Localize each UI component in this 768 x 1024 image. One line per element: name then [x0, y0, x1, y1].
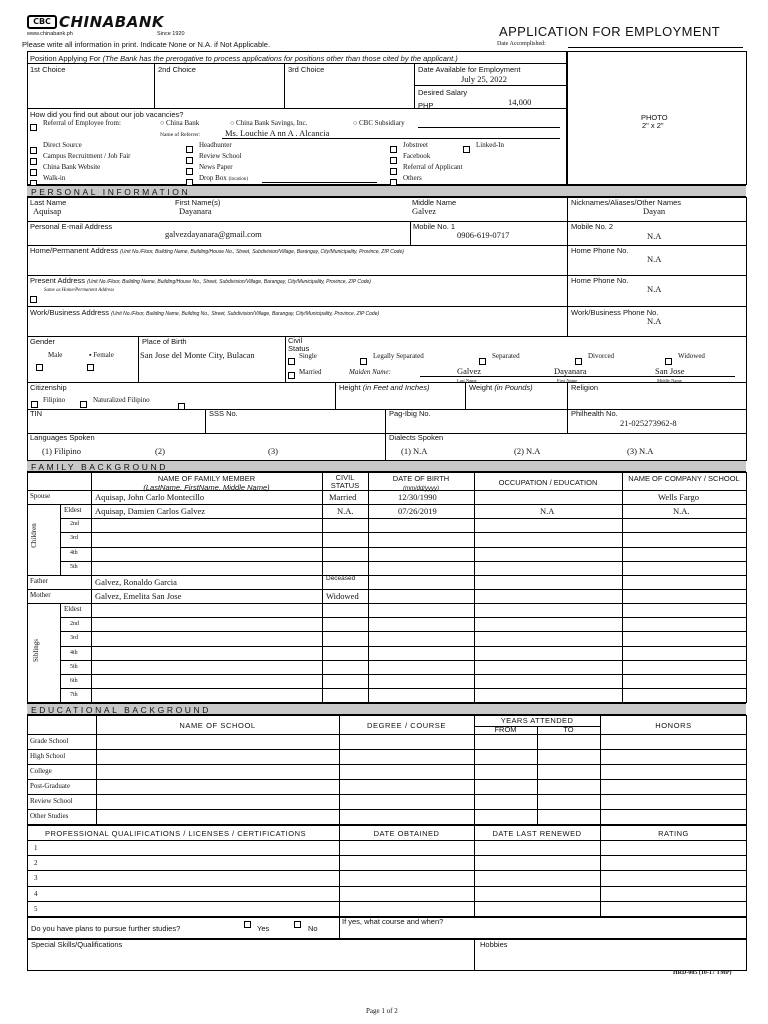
married-checkbox[interactable]	[288, 372, 295, 379]
female-checkbox[interactable]	[87, 364, 94, 371]
prof-row-2: 3	[34, 874, 38, 882]
separated-checkbox[interactable]	[479, 358, 486, 365]
home-phone-label: Home Phone No.	[571, 246, 629, 255]
nickname-label: Nicknames/Aliases/Other Names	[571, 198, 682, 207]
direct-source-checkbox[interactable]	[30, 147, 37, 154]
sibling-ordinal-0: Eldest	[64, 605, 82, 613]
same-as-home-checkbox[interactable]	[30, 296, 37, 303]
col1-option-1: Campus Recruitment / Job Fair	[43, 152, 131, 160]
desired-salary-value[interactable]: 14,000	[508, 97, 532, 107]
edu-col-from: FROM	[494, 725, 517, 734]
opt-china-bank[interactable]: ○ China Bank	[160, 119, 200, 127]
website-checkbox[interactable]	[30, 169, 37, 176]
father-name[interactable]: Galvez, Ronaldo Garcia	[95, 577, 177, 587]
same-as-home-label: Same as Home/Permanent Address	[44, 288, 115, 293]
prof-row-3: 4	[34, 890, 38, 898]
child-ordinal-2: 3rd	[70, 535, 78, 541]
opt-cbs[interactable]: ○ China Bank Savings, Inc.	[230, 119, 308, 127]
birthplace-value[interactable]: San Jose del Monte City, Bulacan	[140, 350, 255, 360]
edu-level-3: Post-Graduate	[30, 782, 71, 790]
prof-row-1: 2	[34, 859, 38, 867]
family-band	[27, 460, 746, 472]
col1-option-3: Walk-in	[43, 174, 66, 182]
photo-label: PHOTO	[641, 113, 668, 122]
spouse-dob[interactable]: 12/30/1990	[398, 492, 437, 502]
philhealth-label: Philhealth No.	[571, 409, 618, 418]
skills-label[interactable]: Special Skills/Qualifications	[31, 940, 123, 949]
languages-label: Languages Spoken	[30, 433, 95, 442]
email-label: Personal E-mail Address	[30, 222, 113, 231]
facebook-checkbox[interactable]	[390, 157, 397, 164]
sibling-ordinal-4: 5th	[70, 664, 78, 670]
separated-label: Separated	[492, 352, 520, 360]
edu-col-years: YEARS ATTENDED	[500, 716, 574, 725]
children-label: Children	[29, 523, 38, 548]
prof-row-4: 5	[34, 905, 38, 913]
maiden-first-value[interactable]: Dayanara	[554, 366, 587, 376]
referral-label: Referral of Employee from:	[43, 119, 121, 127]
position-note: (The Bank has the prerogative to process applications for positions other than those cited by the applicant.)	[102, 54, 458, 63]
home-address-label: Home/Permanent Address (Unit No./Floor, Building Name, Building/House No., Street, Subdivision/Village, Barangay, City/Municipality, Province, ZIP Code)	[30, 246, 404, 255]
education-title: EDUCATIONAL BACKGROUND	[31, 705, 211, 715]
spouse-label: Spouse	[30, 492, 51, 500]
mobile2-value[interactable]: N.A	[647, 231, 662, 241]
campus-checkbox[interactable]	[30, 158, 37, 165]
referral-applicant-checkbox[interactable]	[390, 168, 397, 175]
pagibig-label: Pag-Ibig No.	[389, 409, 431, 418]
filipino-checkbox[interactable]	[31, 401, 38, 408]
work-phone-label: Work/Business Phone No.	[571, 308, 659, 317]
newspaper-checkbox[interactable]	[186, 168, 193, 175]
review-school-checkbox[interactable]	[186, 157, 193, 164]
home-phone-value[interactable]: N.A	[647, 254, 662, 264]
child1-occ[interactable]: N.A	[540, 506, 555, 516]
col2-option-0: Headhunter	[199, 141, 232, 149]
work-address-label: Work/Business Address (Unit No./Floor, Building Name, Building No., Street, Subdivision/Village, Barangay, City/Municipality, Province, ZIP Code)	[30, 308, 380, 317]
family-col-civil: CIVIL STATUS	[330, 473, 360, 490]
photo-size-label: 2" x 2"	[642, 121, 664, 130]
dialect-3[interactable]: (3) N.A	[627, 446, 654, 456]
language-1[interactable]: (1) Filipino	[42, 446, 81, 456]
col2-option-3: Drop Box (location)	[199, 174, 248, 182]
legally-separated-checkbox[interactable]	[360, 358, 367, 365]
sibling-ordinal-1: 2nd	[70, 621, 79, 627]
date-available-value[interactable]: July 25, 2022	[461, 74, 508, 84]
opt-cbc-subsidiary[interactable]: ○ CBC Subsidiary	[353, 119, 405, 127]
form-code: HRD-005 (10-17 TMP)	[673, 970, 732, 976]
col3-option-0: Jobstreet	[403, 141, 428, 149]
personal-info-title: PERSONAL INFORMATION	[31, 187, 191, 197]
family-col-name: NAME OF FAMILY MEMBER (LastName, FirstName, Middle Name)	[143, 474, 270, 492]
position-label-text: Position Applying For	[30, 54, 101, 63]
child-ordinal-0: Eldest	[64, 506, 82, 514]
linkedin-checkbox[interactable]	[463, 146, 470, 153]
family-col-occ: OCCUPATION / EDUCATION	[498, 478, 598, 487]
edu-col-school: NAME OF SCHOOL	[179, 721, 256, 730]
widowed-label: Widowed	[678, 352, 705, 360]
edu-col-degree: DEGREE / COURSE	[366, 721, 446, 730]
prof-grid	[27, 825, 747, 917]
hobbies-label[interactable]: Hobbies	[480, 940, 508, 949]
page-number: Page 1 of 2	[366, 1007, 398, 1015]
edu-level-0: Grade School	[30, 737, 69, 745]
middle-name-label: Middle Name	[412, 198, 457, 207]
second-choice-label[interactable]: 2nd Choice	[158, 65, 196, 74]
last-name-label: Last Name	[30, 198, 67, 207]
col3-option-2: Referral of Applicant	[403, 163, 463, 171]
referral-checkbox[interactable]	[30, 124, 37, 131]
single-label: Single	[299, 352, 317, 360]
spouse-civil[interactable]: Married	[329, 492, 357, 502]
col2-option-2: News Paper	[199, 163, 233, 171]
prof-col-title: PROFESSIONAL QUALIFICATIONS / LICENSES / CERTIFICATIONS	[45, 829, 307, 838]
third-choice-label[interactable]: 3rd Choice	[288, 65, 325, 74]
further-yes-label: Yes	[257, 924, 270, 933]
first-name-value[interactable]: Dayanara	[179, 206, 212, 216]
civil-status-label: Civil Status	[288, 336, 310, 353]
married-label: Married	[299, 368, 322, 376]
child1-civil[interactable]: N.A.	[337, 506, 354, 516]
edu-level-5: Other Studies	[30, 812, 69, 820]
email-value[interactable]: galvezdayanara@gmail.com	[165, 229, 262, 239]
child1-name[interactable]: Aquisap, Damien Carlos Galvez	[95, 506, 205, 516]
present-address-hint: (Unit No./Floor, Building Name, Building/House No., Street, Subdivision/Village, Barangay, City/Municipality, Province, ZIP Code)	[87, 279, 371, 285]
mobile1-value[interactable]: 0906-619-0717	[457, 230, 510, 240]
prof-col-renewed: DATE LAST RENEWED	[492, 829, 582, 838]
family-title: FAMILY BACKGROUND	[31, 462, 168, 472]
male-label: Male	[48, 351, 63, 359]
work-phone-value[interactable]: N.A	[647, 316, 662, 326]
edu-level-1: High School	[30, 752, 66, 760]
edu-level-4: Review School	[30, 797, 73, 805]
siblings-label: Siblings	[31, 639, 40, 662]
position-label	[30, 54, 458, 63]
language-3[interactable]: (3)	[268, 446, 278, 456]
date-accomplished-label: Date Accomplished:	[497, 41, 546, 47]
father-status[interactable]: Deceased	[326, 575, 356, 582]
maiden-first-label: First Name	[557, 378, 578, 383]
edu-level-2: College	[30, 767, 52, 775]
prof-row-0: 1	[34, 844, 38, 852]
child1-dob[interactable]: 07/26/2019	[398, 506, 437, 516]
birthplace-label: Place of Birth	[142, 337, 187, 346]
gender-label: Gender	[30, 337, 56, 346]
vacancy-question: How did you find out about our job vacancies?	[30, 110, 184, 119]
course-question: If yes, what course and when?	[342, 917, 444, 926]
dialects-label: Dialects Spoken	[389, 433, 444, 442]
language-2[interactable]: (2)	[155, 446, 165, 456]
home-phone2-label: Home Phone No.	[571, 276, 629, 285]
since-text: Since 1920	[157, 31, 185, 37]
height-label: Height (in Feet and Inches)	[339, 383, 430, 392]
naturalized-checkbox-1[interactable]	[80, 401, 87, 408]
nickname-value[interactable]: Dayan	[643, 206, 666, 216]
logo-text: CHINABANK	[59, 13, 165, 31]
female-label: ▪ Female	[89, 351, 114, 359]
col3-option-3: Others	[403, 174, 422, 182]
mother-status[interactable]: Widowed	[326, 591, 359, 601]
prof-col-rating: RATING	[658, 829, 689, 838]
child1-company[interactable]: N.A.	[673, 506, 690, 516]
tin-label: TIN	[30, 409, 43, 418]
education-band	[27, 703, 746, 715]
sibling-ordinal-5: 6th	[70, 678, 78, 684]
desired-salary-label: Desired Salary	[418, 88, 468, 97]
weight-label: Weight (in Pounds)	[469, 383, 533, 392]
headhunter-checkbox[interactable]	[186, 146, 193, 153]
first-name-label: First Name(s)	[175, 198, 221, 207]
referrer-value[interactable]: Ms. Louchie A nn A . Alcancia	[225, 128, 330, 138]
family-col-company: NAME OF COMPANY / SCHOOL	[628, 474, 740, 483]
maiden-middle-value[interactable]: San Jose	[655, 366, 685, 376]
citizenship-label: Citizenship	[30, 383, 67, 392]
mother-name[interactable]: Galvez, Emelita San Jose	[95, 591, 182, 601]
further-no-label: No	[308, 924, 318, 933]
further-question: Do you have plans to pursue further studies?	[31, 924, 181, 933]
child-ordinal-1: 2nd	[70, 521, 79, 527]
home-address-hint: (Unit No./Floor, Building Name, Building/House No., Street, Subdivision/Village, Barangay, City/Municipality, Province, ZIP Code)	[120, 249, 404, 255]
sss-label: SSS No.	[209, 409, 238, 418]
edu-col-to: TO	[563, 725, 574, 734]
maiden-middle-label: Middle Name	[657, 378, 682, 383]
edu-col-honors: HONORS	[655, 721, 692, 730]
philhealth-value[interactable]: 21-025273962-8	[620, 418, 677, 428]
family-col-dob: DATE OF BIRTH (mm/dd/yyyy)	[392, 474, 450, 492]
widowed-checkbox[interactable]	[665, 358, 672, 365]
divorced-checkbox[interactable]	[575, 358, 582, 365]
col2-option-1: Review School	[199, 152, 242, 160]
mobile2-label: Mobile No. 2	[571, 222, 614, 231]
child-ordinal-3: 4th	[70, 550, 78, 556]
home-phone2-value[interactable]: N.A	[647, 284, 662, 294]
middle-name-value[interactable]: Galvez	[412, 206, 437, 216]
religion-label: Religion	[571, 383, 599, 392]
maiden-last-label: Last Name	[457, 378, 477, 383]
first-choice-label[interactable]: 1st Choice	[30, 65, 66, 74]
spouse-company[interactable]: Wells Fargo	[658, 492, 699, 502]
jobstreet-checkbox[interactable]	[390, 146, 397, 153]
further-no-checkbox[interactable]	[294, 921, 301, 928]
maiden-name-label: Maiden Name:	[349, 368, 391, 376]
father-label: Father	[30, 577, 48, 585]
prof-col-date: DATE OBTAINED	[373, 829, 440, 838]
sibling-ordinal-2: 3rd	[70, 635, 78, 641]
naturalized-label: Naturalized Filipino	[93, 396, 150, 404]
cbc-logo-mark: CBC	[27, 15, 57, 29]
child-ordinal-4: 5th	[70, 564, 78, 570]
col1-option-2: China Bank Website	[43, 163, 101, 171]
further-yes-checkbox[interactable]	[244, 921, 251, 928]
salary-currency: PHP	[418, 101, 434, 110]
date-available-label: Date Available for Employment	[418, 65, 521, 74]
last-name-value[interactable]: Aquisap	[33, 206, 62, 216]
skills-row	[27, 939, 747, 971]
col3-option-1: Facebook	[403, 152, 431, 160]
linkedin-label: Linked-In	[476, 141, 504, 149]
male-checkbox[interactable]	[36, 364, 43, 371]
personal-info-band	[27, 185, 746, 197]
instructions-text: Please write all information in print. Indicate None or N.A. if Not Applicable.	[22, 40, 271, 49]
divorced-label: Divorced	[588, 352, 615, 360]
maiden-last-value[interactable]: Galvez	[457, 366, 482, 376]
dialect-1[interactable]: (1) N.A	[401, 446, 428, 456]
spouse-name[interactable]: Aquisap, John Carlo Montecillo	[95, 492, 205, 502]
mobile1-label: Mobile No. 1	[413, 222, 456, 231]
mother-label: Mother	[30, 591, 51, 599]
form-title: APPLICATION FOR EMPLOYMENT	[499, 24, 721, 39]
referrer-label: Name of Referrer:	[160, 132, 201, 138]
filipino-label: Filipino	[43, 396, 66, 404]
date-accomplished-line[interactable]	[568, 47, 743, 48]
dialect-2[interactable]: (2) N.A	[514, 446, 541, 456]
present-address-label: Present Address (Unit No./Floor, Building Name, Building/House No., Street, Subdivision/Village, Barangay, City/Municipality, Province, ZIP Code)	[30, 276, 371, 285]
single-checkbox[interactable]	[288, 358, 295, 365]
legally-separated-label: Legally Separated	[373, 352, 424, 360]
col1-option-0: Direct Source	[43, 141, 82, 149]
work-address-hint: (Unit No./Floor, Building Name, Building No., Street, Subdivision/Village, Barangay, City/Municipality, Province, ZIP Code)	[111, 311, 380, 317]
sibling-ordinal-3: 4th	[70, 650, 78, 656]
website-text: www.chinabank.ph	[27, 31, 73, 37]
sibling-ordinal-6: 7th	[70, 692, 78, 698]
